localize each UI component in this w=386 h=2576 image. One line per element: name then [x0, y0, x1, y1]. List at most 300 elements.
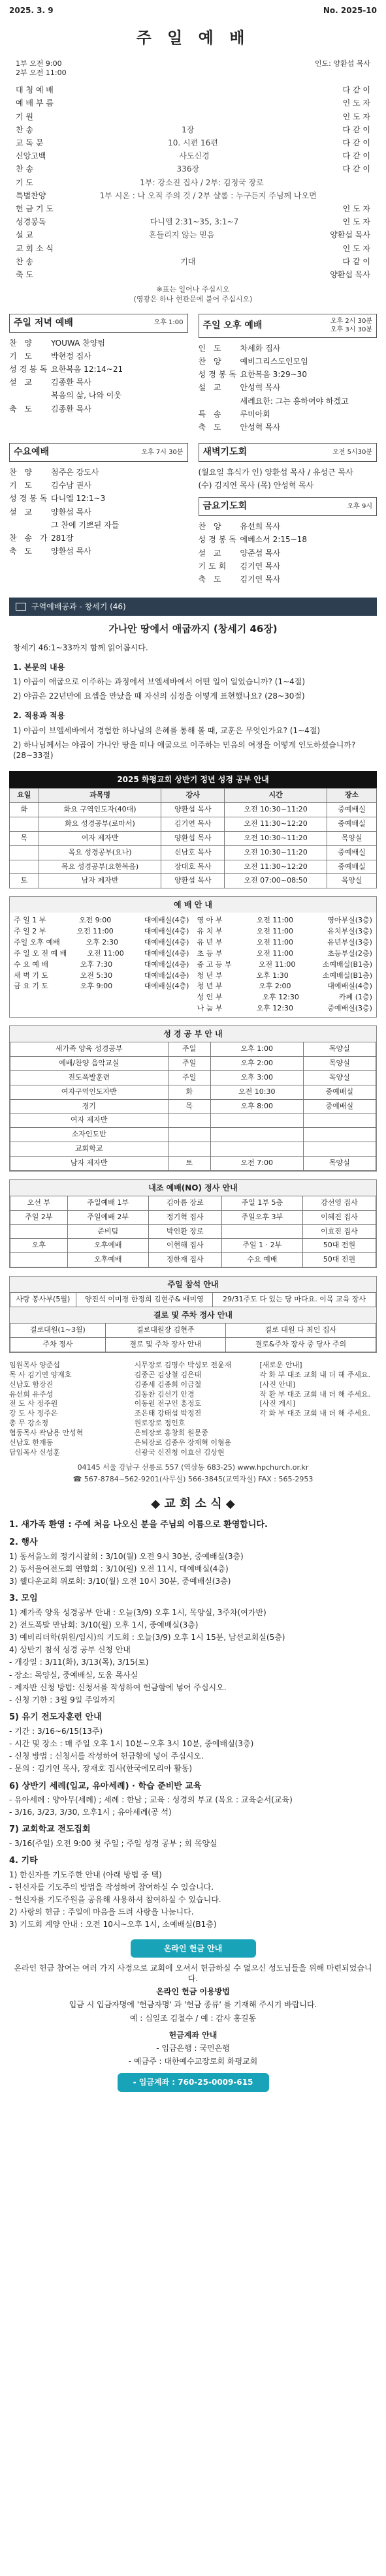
table-cell: 토	[10, 874, 39, 888]
service-row	[9, 479, 188, 492]
table-cell: 중예배실	[327, 803, 377, 817]
service-row	[199, 547, 378, 560]
roles-title: 결로 및 주차 정사 안내	[10, 1307, 376, 1323]
table-cell: 정기혁 집사	[148, 1210, 221, 1224]
time-row	[197, 926, 373, 937]
staff-line: 목 사 김기연 양재호	[9, 1370, 72, 1379]
time-cell: 오전 11:00	[256, 938, 294, 947]
order-item-detail: 10. 시편 16편	[168, 138, 218, 148]
friday-prayer-title: 금요기도회	[202, 501, 248, 512]
table-cell: 중예배실	[303, 1099, 376, 1114]
sunday-afternoon-title: 주일 오후 예배	[202, 320, 263, 331]
order-row	[16, 162, 370, 175]
table-cell: 주일	[168, 1042, 210, 1057]
service-row	[199, 560, 378, 573]
table-cell	[210, 1142, 303, 1157]
service-value: YOUWA 찬양팀	[51, 338, 105, 348]
qt-bar-label: 구역예배공과 - 창세기 (46)	[31, 602, 126, 612]
committees-title: 내조 예배(NO) 정사 안내	[10, 1180, 376, 1196]
table-cell: 이효진 집사	[302, 1224, 376, 1239]
service-row	[199, 421, 378, 434]
online-text-4: 예 : 십일조 김철수 / 예 : 감사 홍길동	[129, 2013, 257, 2023]
service-role: 기 도	[9, 481, 35, 491]
news-heading: 5) 유기 전도자훈련 안내	[9, 1712, 102, 1723]
order-row	[16, 255, 370, 268]
time-row	[197, 937, 373, 948]
time-row	[14, 971, 189, 982]
table-cell: 오전 10:30~11:20	[225, 845, 327, 860]
service-row	[9, 506, 188, 519]
order-item-leader: 인 도 자	[342, 112, 370, 121]
order-item-name: 찬 송	[16, 125, 33, 134]
order-item-detail	[33, 112, 343, 122]
worship-head	[16, 59, 370, 79]
news-line: - 기간 : 3/16~6/15(13주)	[9, 1726, 103, 1736]
news-line: - 유아세례 : 양아무(세례) ; 세례 : 한남 ; 교육 : 성경의 부교 (목요 : 교육순서(교육)	[9, 1795, 293, 1805]
table-cell: 양환섭 목사	[161, 831, 225, 845]
time-cell: 오전 11:00	[256, 916, 294, 925]
table-cell: 화	[168, 1085, 210, 1099]
order-item-detail: 1부 시온 : 나 오직 주의 것 / 2부 샬롬 : 누구든지 주님께 나오면	[99, 190, 317, 200]
news-line: 2) 동서울여전도회 연합회 : 3/10(월) 오전 11시, 대예배실(4층)	[9, 1564, 229, 1573]
bulletin-number: No. 2025-10	[323, 6, 377, 15]
sunday-services	[9, 314, 377, 434]
column-header: 시간	[225, 789, 327, 803]
table-cell: 박인환 장로	[148, 1224, 221, 1239]
service-role: 특 송	[198, 409, 224, 419]
table-cell	[303, 1114, 376, 1128]
table-cell: 결로 대원 다 최인 집사	[225, 1324, 376, 1338]
time-cell: 오후 2:00	[259, 982, 291, 991]
time-cell: 오전 11:00	[76, 927, 114, 936]
service-value: 김기연 목사	[240, 561, 281, 571]
time-cell: 대예배실(4층)	[144, 971, 189, 980]
time-cell: 대예배실(4층)	[144, 927, 189, 936]
time-cell: 대예배실(4층)	[144, 938, 189, 947]
table-row	[10, 817, 377, 831]
table-cell: 주일예배 2부	[67, 1210, 148, 1224]
time-cell: 소예배실(B1층)	[322, 960, 372, 969]
service-value: 김종환 목사	[51, 378, 91, 387]
service-role: 축 도	[9, 404, 35, 414]
time-row	[197, 960, 373, 971]
service-role: 설 교	[198, 383, 224, 393]
order-item-leader: 다 같 이	[342, 164, 370, 174]
notices-title: 주일 참석 안내	[10, 1277, 376, 1292]
table-cell: 중예배실	[303, 1085, 376, 1099]
account-label: 헌금계좌 안내	[169, 2030, 217, 2040]
table-cell: 남자 제자반	[10, 1156, 169, 1170]
service-row	[199, 342, 378, 355]
table-cell: 50대 전원	[302, 1239, 376, 1253]
table-cell	[210, 1114, 303, 1128]
table-cell: 전도폭발훈련	[10, 1070, 169, 1085]
table-cell: 목	[168, 1099, 210, 1114]
table-cell: 오후 3:00	[210, 1070, 303, 1085]
table-cell: 중예배실	[327, 845, 377, 860]
staff-line: 협동목사 곽남용 안성혁	[9, 1428, 84, 1437]
service-value: 안성혁 목사	[240, 422, 281, 432]
table-row	[10, 1239, 376, 1253]
table-cell: 목양실	[303, 1156, 376, 1170]
table-cell: 강선영 집사	[302, 1196, 376, 1210]
table-cell: 남자 제자반	[39, 874, 161, 888]
service-value: 그 찬에 기쁘된 자들	[51, 520, 120, 530]
bible-study	[9, 1025, 377, 1172]
table-cell	[10, 860, 39, 874]
time-cell: 오전 11:00	[258, 960, 296, 969]
table-row	[10, 1324, 376, 1338]
time-cell: 오후 1:30	[256, 971, 289, 980]
qt-heading-2: 2. 적용과 적용	[13, 711, 65, 721]
table-cell: 목양실	[303, 1057, 376, 1071]
table-cell	[168, 1142, 210, 1157]
table-cell: 주일	[168, 1070, 210, 1085]
time-cell: 수 요 예 배	[14, 960, 48, 969]
time-cell: 나 눔 부	[197, 1004, 223, 1013]
staff-line: 김종세 김종희 이금철	[134, 1380, 202, 1389]
time-cell: 중예배실(3층)	[327, 1004, 372, 1013]
order-item-detail: 1부: 강소진 집사 / 2부: 김정국 장로	[140, 177, 264, 187]
time-cell: 오전 5:30	[80, 971, 113, 980]
service-value: 양환섭 목사	[51, 547, 91, 556]
time-cell: 오후 12:30	[256, 1004, 294, 1013]
table-cell	[168, 1128, 210, 1142]
church-address: 04145 서울 강남구 선릉로 557 (역삼동 683-25) www.hpchurch.or.kr	[77, 1462, 309, 1472]
service-value: 세례요한: 그는 흥하여야 하겠고	[240, 396, 349, 406]
staff-line: 은퇴장로 홍창희 원문종	[134, 1428, 208, 1437]
table-cell: 양진석 이미경 한정희 김현주& 배미영	[76, 1293, 212, 1307]
table-cell: 화	[10, 803, 39, 817]
staff-line: 신광국 신진청 이효선 김상현	[134, 1447, 225, 1457]
table-row	[10, 1210, 376, 1224]
service-value: 박현정 집사	[51, 351, 91, 361]
table-cell: 목양실	[303, 1042, 376, 1057]
news-line: - 헌신자를 기도주원을 공유해 사용하셔 참여하실 수 있습니다.	[9, 1895, 221, 1905]
table-cell: 소자인도반	[10, 1128, 169, 1142]
order-item-leader: 인 도 자	[342, 98, 370, 108]
service-role: 설 교	[9, 378, 35, 387]
time-cell: 대예배실(4층)	[144, 982, 189, 991]
staff-line: 강 도 사 정주은	[9, 1409, 58, 1418]
office-staff	[9, 1361, 377, 1485]
time-row	[14, 915, 189, 926]
service-value: 차세화 집사	[240, 343, 281, 353]
news-line: - 3/16, 3/23, 3/30, 오후1시 ; 유아세례(공 석)	[9, 1808, 172, 1817]
time-cell: 오후 7:30	[80, 960, 113, 969]
table-cell: 경기	[10, 1099, 169, 1114]
service-row	[199, 533, 378, 546]
service-row	[9, 337, 188, 350]
service-role: 축 도	[198, 574, 224, 584]
table-cell: 교회학교	[10, 1142, 169, 1157]
education-title: 2025 화평교회 상반기 정년 성경 공부 안내	[9, 771, 377, 788]
news-line: - 신청 기한 : 3월 9일 주일까지	[9, 1695, 116, 1705]
order-item-name: 기 도	[16, 177, 33, 187]
staff-line: [사진 안내]	[259, 1380, 295, 1389]
table-cell: 주일 2부	[10, 1210, 68, 1224]
table-row	[10, 1057, 376, 1071]
order-item-leader: 인 도 자	[342, 204, 370, 213]
service-row	[9, 376, 188, 389]
service-role: 찬 양	[198, 522, 224, 532]
table-cell: 오전 10:30~11:20	[225, 831, 327, 845]
table-cell: 주일오후 3부	[221, 1210, 302, 1224]
table-cell: 목요 성경공부(요한복음)	[39, 860, 161, 874]
order-item-detail	[54, 243, 343, 254]
time-cell: 성 인 부	[197, 993, 223, 1002]
service-value: 에베소서 2:15~18	[240, 535, 307, 545]
order-item-leader: 다 같 이	[342, 125, 370, 134]
service-role: 성경봉독	[198, 370, 239, 380]
order-item-leader: 인 도 자	[342, 217, 370, 227]
table-cell: 결로&주차 장사 중 당사 주의	[225, 1338, 376, 1352]
time-row	[197, 981, 373, 992]
order-item-detail	[54, 98, 343, 108]
time-row	[14, 937, 189, 948]
table-cell: 양환섭 목사	[161, 803, 225, 817]
table-cell: 중예배실	[327, 817, 377, 831]
order-item-name: 설 교	[16, 230, 33, 240]
order-item-detail: 다니엘 2:31~35, 3:1~7	[150, 217, 239, 227]
table-cell: 오전 07:00~08:50	[225, 874, 327, 888]
staff-line: 김동찬 김선기 안경	[134, 1389, 195, 1399]
table-row	[10, 1253, 376, 1267]
order-item-name: 성경봉독	[16, 217, 46, 227]
time-cell: 오전 11:00	[256, 927, 294, 936]
service-row	[9, 492, 188, 505]
order-row	[16, 136, 370, 149]
table-row	[10, 1224, 376, 1239]
column-header: 장소	[327, 789, 377, 803]
table-cell	[10, 1224, 68, 1239]
staff-line: 신남호 함장진	[9, 1380, 54, 1389]
order-row	[16, 176, 370, 189]
service-role	[199, 396, 240, 406]
order-item-leader: 양환섭 목사	[330, 230, 370, 240]
order-rows	[16, 83, 370, 281]
table-cell: 목	[10, 831, 39, 845]
news-line: - 3/16(주일) 오전 9:00 첫 주일 ; 주일 성경 공부 ; 회 목양실	[9, 1838, 217, 1848]
service-value: 첨주은 강도사	[51, 467, 99, 477]
table-row	[10, 845, 377, 860]
order-item-name: 축 도	[16, 269, 33, 279]
service-row	[199, 395, 378, 408]
staff-line: 각 화 부 대조 교회 내 더 해 주세요.	[259, 1370, 370, 1379]
column-header: 과목명	[39, 789, 161, 803]
order-item-leader: 양환섭 목사	[330, 269, 370, 279]
sunday-afternoon-time: 오후 2시 30분 오후 3시 30분	[330, 317, 372, 334]
service-role: 축 도	[9, 547, 35, 556]
table-cell: 이혜진 집사	[302, 1210, 376, 1224]
committees	[9, 1179, 377, 1268]
page-title: 주 일 예 배	[136, 29, 250, 48]
time-cell: 주일 오후 예배	[14, 938, 60, 947]
staff-line: 담임목사 신성훈	[9, 1447, 60, 1457]
service-value: 요한복음 12:14~21	[51, 365, 123, 374]
table-row	[10, 1085, 376, 1099]
news-heading: 1. 새가족 환영 : 주예 처음 나오신 분을 주님의 이름으로 환영합니다.	[9, 1519, 268, 1530]
table-cell: 오전 10:30	[210, 1085, 303, 1099]
dawn-and-friday	[199, 443, 378, 586]
time-row	[197, 948, 373, 960]
order-item-name: 교 독 문	[16, 138, 44, 148]
service-row	[9, 519, 188, 532]
time-cell: 금 요 기 도	[14, 982, 48, 991]
table-cell: 김기연 목사	[161, 817, 225, 831]
table-cell: 주차 정사	[10, 1338, 106, 1352]
time-cell: 유 년 부	[197, 938, 223, 947]
order-item-detail: 기대	[180, 256, 196, 266]
time-cell: 주 일 2 부	[14, 927, 46, 936]
staff-line: 총 무 강소정	[9, 1419, 49, 1428]
service-value: 다니엘 12:1~3	[51, 494, 106, 504]
time-cell: 대예배실(4층)	[144, 948, 189, 958]
table-cell: 결로 및 주차 장사 안내	[105, 1338, 225, 1352]
news-line: 3) 기도회 계양 안내 : 오전 10시~오후 1시, 소예배실(B1층)	[9, 1920, 217, 1930]
table-cell: 목요 성경공부(요나)	[39, 845, 161, 860]
service-role	[9, 520, 51, 530]
table-row	[10, 1114, 376, 1128]
staff-line: 은퇴장로 김종우 장재혁 이형용	[134, 1438, 232, 1447]
service-role: 축 도	[198, 422, 224, 432]
book-icon	[16, 603, 26, 611]
time-row	[197, 1003, 373, 1014]
table-cell: 정한재 집사	[148, 1253, 221, 1267]
time-row	[14, 926, 189, 937]
table-cell: 화요 구역인도자(40대)	[39, 803, 161, 817]
table-row	[10, 1070, 376, 1085]
service-row	[199, 573, 378, 586]
table-cell: 중예배실	[327, 860, 377, 874]
service-times: 1부 오전 9:00 2부 오전 11:00	[16, 59, 67, 78]
top-bar	[9, 0, 377, 16]
friday-prayer-time: 오후 9시	[347, 503, 372, 511]
order-item-name: 찬 송	[16, 256, 33, 266]
news-line: 3) 예비리더학(위원/임시)의 기도회 : 오늘(3/9) 오후 1시 15분, 남선교회실(5층)	[9, 1633, 285, 1643]
time-cell: 주 일 오 전 예 배	[14, 948, 67, 958]
order-item-leader: 다 같 이	[342, 138, 370, 148]
order-item-name: 교 회 소 식	[16, 243, 54, 253]
table-cell: 주일	[168, 1057, 210, 1071]
time-cell: 중 고 등 부	[197, 960, 232, 969]
service-row	[9, 389, 188, 402]
order-row	[16, 149, 370, 162]
news-line: - 제자반 신청 방법: 신청서를 작성하여 헌금함에 넣어 주십시오.	[9, 1682, 227, 1692]
order-item-leader: 인 도 자	[342, 243, 370, 253]
order-item-detail	[54, 85, 343, 95]
qt-heading-1: 1. 본문의 내용	[13, 662, 65, 672]
time-cell: 대예배실(4층)	[144, 916, 189, 925]
dawn-prayer-title: 새벽기도회	[202, 447, 248, 458]
news-line: 1) 제가족 양육 성경공부 안내 : 오늘(3/9) 오후 1시, 목양실, 3주차(여가반)	[9, 1607, 266, 1617]
table-cell: 오후 2:00	[210, 1057, 303, 1071]
news-line: 2) 사랑의 헌금 : 주일에 마음을 드려 사랑을 나눔니다.	[9, 1907, 194, 1917]
wednesday-title: 수요예배	[14, 447, 50, 458]
order-item-name: 신앙고백	[16, 151, 46, 161]
table-row	[10, 1099, 376, 1114]
service-value: 양환섭 목사	[51, 507, 91, 517]
table-cell: 목양실	[327, 831, 377, 845]
news-heading: 2. 행사	[9, 1538, 38, 1548]
staff-line: 시무장로 김명수 박성모 전윤재	[134, 1361, 232, 1370]
time-cell: 청 년 부	[197, 971, 223, 980]
dawn-prayer-note: (월요일 휴식가 인) 양환섭 목사 / 유성근 목사	[198, 467, 353, 477]
time-row	[197, 971, 373, 982]
service-role: 찬 송 가	[9, 533, 50, 543]
table-row	[10, 860, 377, 874]
time-cell: 대예배실(4층)	[327, 982, 372, 991]
online-offering-button[interactable]: 온라인 헌금 안내	[131, 1939, 256, 1958]
order-item-name: 특별찬양	[16, 190, 46, 200]
service-value: 안성혁 목사	[240, 383, 281, 393]
online-text-1: 온라인 헌금 참여는 여러 가지 사정으로 교회에 오셔서 헌금하실 수 없으신 성도님들을 위해 마련되었습니다.	[14, 1963, 372, 1984]
table-row	[10, 1042, 376, 1057]
church-phone: ☎ 567-8784~562-9201(사무실) 566-3845(교역자실) FAX : 565-2953	[72, 1475, 314, 1484]
service-value: 김수남 권사	[51, 481, 91, 491]
table-cell: 결로대원장 김현주	[105, 1324, 225, 1338]
staff-line: 김종곤 김상철 김은태	[134, 1370, 202, 1379]
staff-line: 조은태 강태섭 박정진	[134, 1409, 202, 1418]
service-role: 설 교	[198, 548, 224, 558]
table-cell: 목양실	[327, 874, 377, 888]
service-value: 김기연 목사	[240, 574, 281, 584]
order-item-name: 예 배 부 름	[16, 98, 54, 108]
time-cell: 오전 11:00	[87, 948, 124, 958]
table-cell: 오후예배	[67, 1253, 148, 1267]
service-row	[9, 363, 188, 376]
staff-line: 신남호 한재동	[9, 1438, 54, 1447]
time-cell: 유치부실(3층)	[327, 927, 372, 936]
order-item-detail: 336장	[176, 164, 200, 174]
news-line: - 개강일 : 3/11(화), 3/13(목), 3/15(토)	[9, 1658, 149, 1667]
time-cell: 초 등 부	[197, 948, 223, 958]
qt-question-2: 2) 야곱은 22년만에 요셉을 만났을 때 자신의 심정을 어떻게 표현했나요? (28~30절)	[13, 691, 305, 701]
order-item-name: 대 청 예 배	[16, 85, 54, 95]
account-number[interactable]: - 입금계좌 : 760-25-0009-615	[118, 2073, 269, 2091]
news-line: - 신청 방법 : 신청서를 작성하여 헌금함에 넣어 주십시오.	[9, 1751, 204, 1761]
service-role: 찬 양	[9, 338, 35, 348]
notices	[9, 1276, 377, 1353]
service-value: 281장	[51, 533, 74, 543]
table-row	[10, 1128, 376, 1142]
table-cell	[10, 1253, 68, 1267]
service-role: 설 교	[9, 507, 35, 517]
time-cell: 유 치 부	[197, 927, 223, 936]
table-cell: 오전 11:30~12:20	[225, 817, 327, 831]
staff-line: 임원목사 양준섭	[9, 1361, 60, 1370]
table-cell: 여자 제자반	[10, 1114, 169, 1128]
service-value: 루미아회	[240, 409, 270, 419]
news-line: - 헌신자를 기도주의 방법을 작성하여 참여하실 수 있습니다.	[9, 1882, 214, 1892]
table-cell	[221, 1224, 302, 1239]
service-role: 기도회	[198, 561, 229, 571]
news-heading: 7) 교회학교 전도집회	[9, 1825, 91, 1835]
account-bank: - 입금은행 : 국민은행	[156, 2043, 230, 2053]
account-holder: - 예금주 : 대한예수교장로회 화평교회	[128, 2057, 258, 2067]
time-cell: 오후 2:30	[86, 938, 118, 947]
order-item-leader: 다 같 이	[342, 151, 370, 161]
service-value: 예비그리스도인모임	[240, 356, 308, 366]
table-cell: 오후	[10, 1239, 68, 1253]
table-row	[10, 1142, 376, 1157]
order-row	[16, 215, 370, 228]
online-offering	[9, 1963, 377, 2067]
worship-times	[9, 896, 377, 1018]
table-cell: 29/31주도 다 있는 당 마다요. 이목 교육 장사	[212, 1293, 376, 1307]
table-cell: 준비팀	[67, 1224, 148, 1239]
service-value: 김종환 목사	[51, 404, 91, 414]
